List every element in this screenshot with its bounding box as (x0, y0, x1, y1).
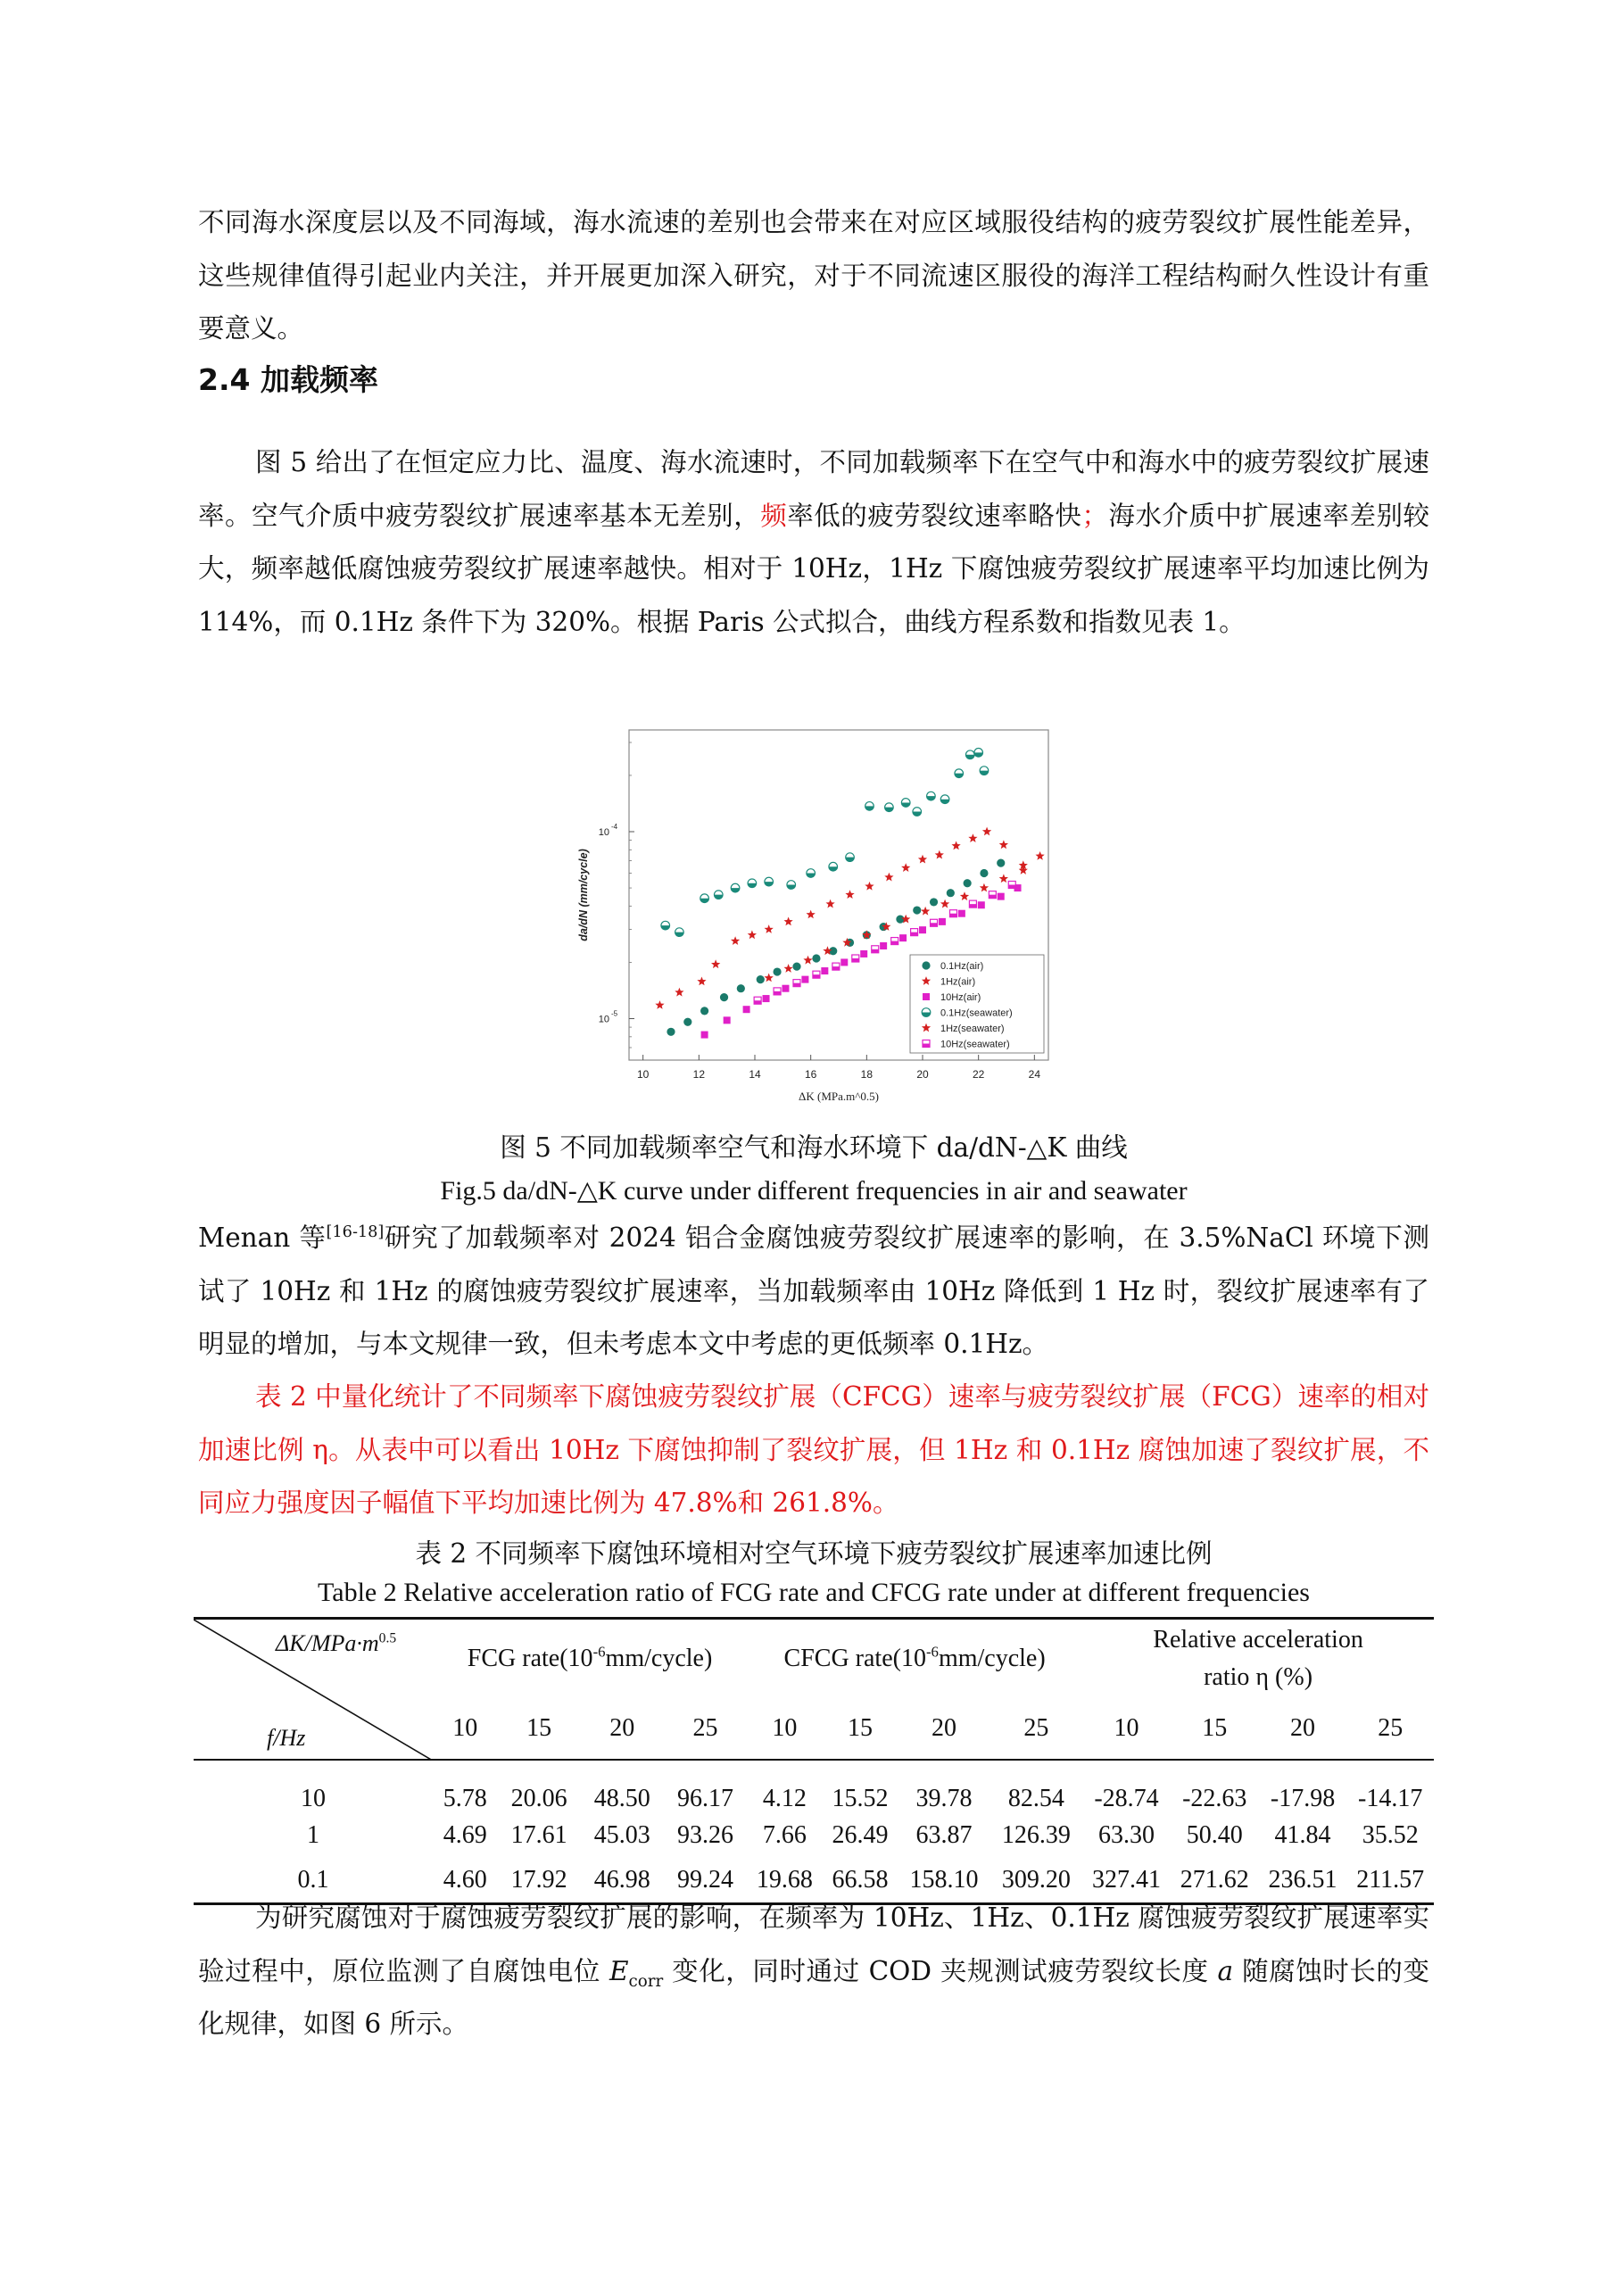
half-square-fill (923, 1044, 930, 1048)
legend-marker (922, 1008, 931, 1017)
half-square-fill (852, 958, 859, 962)
half-square-fill (832, 966, 840, 970)
value-cell: 211.57 (1346, 1858, 1434, 1904)
half-square-fill (774, 991, 781, 995)
data-point (913, 808, 922, 816)
x-tick-label: 22 (972, 1068, 985, 1081)
data-point (885, 803, 894, 812)
data-point (860, 950, 867, 957)
value-cell: 50.40 (1186, 1820, 1243, 1849)
data-point (911, 929, 918, 936)
data-point (829, 862, 838, 871)
figure-5 (562, 721, 1062, 1123)
half-square-fill (949, 914, 956, 917)
data-point (891, 938, 898, 945)
data-point (763, 995, 770, 1002)
data-point (880, 942, 887, 949)
value-cell: 41.84 (1274, 1820, 1331, 1849)
data-point (1008, 881, 1015, 888)
subheader-cell: 15 (823, 1699, 898, 1760)
value-cell: 99.24 (664, 1858, 747, 1904)
para2-text-b: 率低的疲劳裂纹速率略快 (787, 500, 1082, 531)
data-point (939, 918, 946, 925)
value-cell: 20.06 (510, 1784, 567, 1812)
value-cell: 327.41 (1082, 1858, 1171, 1904)
data-point (683, 1018, 691, 1026)
data-point (899, 934, 907, 941)
ecorr-symbol: E (609, 1955, 629, 1986)
value-cell: 46.98 (581, 1858, 664, 1904)
figure-caption-en: Fig.5 da/dN-△K curve under different frequencies in air and seawater (440, 1176, 1188, 1206)
para5-text-b: 变化，同时通过 COD 夹规测试疲劳裂纹长度 (663, 1955, 1218, 1986)
legend-marker (922, 961, 930, 969)
table-header-row-1 (194, 1619, 1434, 1699)
value-cell: -22.63 (1182, 1784, 1247, 1812)
data-point (720, 993, 728, 1001)
value-cell: -28.74 (1094, 1784, 1159, 1812)
value-cell: -14.17 (1358, 1784, 1423, 1812)
data-point (997, 858, 1005, 866)
y-axis-label: da/dN (mm/cycle) (577, 849, 590, 941)
y-tick-label: 10 (598, 826, 609, 838)
paragraph-table2-intro: 表 2 中量化统计了不同频率下腐蚀疲劳裂纹扩展（CFCG）速率与疲劳裂纹扩展（FCG）速率的相对加速比例 η。从表中可以看出 10Hz 下腐蚀抑制了裂纹扩展，但 1Hz 和 0.1Hz 腐蚀加速了裂纹扩展，不同应力强度因子幅值下平均加速比例为 47.8%和 261.8%。 (198, 1381, 1429, 1518)
para5-text-c: 随腐蚀时长的变化规律，如图 6 所示。 (198, 1955, 1429, 2039)
value-cell: 26.49 (832, 1820, 889, 1849)
data-point (913, 906, 921, 914)
half-square-fill (969, 904, 976, 908)
value-cell: 7.66 (762, 1820, 807, 1849)
value-cell: 39.78 (915, 1784, 973, 1812)
data-point (865, 802, 874, 811)
data-point (714, 891, 723, 899)
data-point (974, 749, 983, 758)
value-cell: 66.58 (823, 1858, 898, 1904)
data-point (958, 910, 965, 917)
data-point (792, 963, 800, 971)
data-point (965, 750, 974, 759)
header-fcg-rate: FCG $rate(10^{-6}mm/cycle)$ (433, 1619, 747, 1699)
value-cell: 5.78 (443, 1784, 487, 1812)
data-point (980, 767, 989, 775)
x-tick-label: 20 (916, 1068, 929, 1081)
value-cell: 309.20 (990, 1858, 1082, 1904)
data-point (667, 1028, 675, 1036)
data-point (980, 869, 988, 877)
data-point (793, 980, 800, 987)
section-heading: 2.4 加载频率 (198, 362, 378, 397)
data-point (927, 792, 936, 800)
data-point (919, 926, 926, 933)
table-corner-cell (194, 1619, 433, 1760)
table-2 (194, 1617, 1434, 1905)
table-row (194, 1813, 1434, 1858)
value-cell: 82.54 (1007, 1784, 1064, 1812)
data-point (852, 955, 859, 962)
legend-label: 10Hz(seawater) (940, 1039, 1010, 1050)
value-cell: 63.30 (1098, 1820, 1155, 1849)
value-cell: 45.03 (593, 1820, 650, 1849)
y-tick-exponent: -5 (611, 1009, 618, 1018)
data-point (813, 971, 820, 978)
subheader-cell: 20 (1259, 1699, 1347, 1760)
legend-label: 1Hz(air) (940, 976, 976, 988)
para5-text-a: 为研究腐蚀对于腐蚀疲劳裂纹扩展的影响，在频率为 10Hz、1Hz、0.1Hz 腐蚀疲劳裂纹扩展速率实验过程中，原位监测了自腐蚀电位 (198, 1902, 1429, 1986)
half-square-fill (872, 949, 879, 953)
paragraph-menan (198, 1212, 1429, 1372)
half-square-fill (989, 895, 996, 899)
legend-label: 0.1Hz(air) (940, 961, 984, 972)
data-point (812, 954, 820, 962)
subheader-cell: 25 (664, 1699, 747, 1760)
table-row (194, 1760, 1434, 1813)
value-cell: 126.39 (1001, 1820, 1071, 1849)
x-tick-label: 16 (804, 1068, 817, 1081)
data-point (748, 879, 757, 888)
data-point (872, 946, 879, 953)
subheader-cell: 20 (898, 1699, 990, 1760)
x-axis-label: ΔK (MPa.m^0.5) (799, 1090, 879, 1103)
y-tick-label: 10 (598, 1014, 609, 1025)
data-point (743, 1006, 750, 1013)
table-caption-en: Table 2 Relative acceleration ratio of FCG rate and CFCG rate under at different frequencies (318, 1578, 1310, 1607)
value-cell: 48.50 (593, 1784, 650, 1812)
subheader-cell: 25 (990, 1699, 1082, 1760)
figure-caption-cn: 图 5 不同加载频率空气和海水环境下 da/dN-△K 曲线 (500, 1132, 1128, 1163)
half-square-fill (793, 983, 800, 987)
citation-ref: [16-18] (326, 1223, 385, 1242)
subheader-cell: 20 (581, 1699, 664, 1760)
value-cell: 15.52 (832, 1784, 889, 1812)
subheader-cell: 15 (1171, 1699, 1259, 1760)
x-tick-label: 14 (749, 1068, 761, 1081)
frequency-cell: 1 (307, 1820, 319, 1849)
half-square-fill (911, 932, 918, 936)
data-point (901, 799, 910, 808)
value-cell: 63.87 (915, 1820, 973, 1849)
value-cell: 35.52 (1362, 1820, 1419, 1849)
data-point (782, 985, 789, 992)
table-caption-cn: 表 2 不同频率下腐蚀环境相对空气环境下疲劳裂纹扩展速率加速比例 (415, 1538, 1213, 1569)
data-point (964, 879, 972, 887)
half-square-fill (754, 1000, 761, 1004)
legend-label: 1Hz(seawater) (940, 1024, 1005, 1034)
x-tick-label: 18 (860, 1068, 874, 1081)
data-point (840, 958, 848, 966)
value-cell: 271.62 (1171, 1858, 1259, 1904)
data-point (661, 921, 670, 930)
fig5-chart (562, 721, 1062, 1123)
data-point (955, 769, 964, 778)
data-point (701, 1032, 708, 1039)
para3-text-b: 研究了加载频率对 2024 铝合金腐蚀疲劳裂纹扩展速率的影响，在 3.5%NaCl 环境下测试了 10Hz 和 1Hz 的腐蚀疲劳裂纹扩展速率，当加载频率由 10Hz 降低到 1 Hz 时，裂纹扩展速率有了明显的增加，与本文规律一致，但未考虑本文中考虑的更低频率 0.1Hz。 (198, 1223, 1429, 1359)
subheader-cell: 10 (1082, 1699, 1171, 1760)
para2-red-char: 频 (760, 500, 788, 531)
value-cell: 17.92 (497, 1858, 580, 1904)
subheader-cell: 10 (747, 1699, 823, 1760)
value-cell: 4.69 (443, 1820, 487, 1849)
para2-red-semicolon: ； (1081, 500, 1108, 531)
value-cell: -17.98 (1270, 1784, 1336, 1812)
data-point (832, 963, 840, 970)
para2-text-a: 图 5 给出了在恒定应力比、温度、海水流速时，不同加载频率下在空气中和海水中的疲劳裂纹扩展速率。空气介质中疲劳裂纹扩展速率基本无差别， (198, 447, 1429, 531)
data-point (773, 967, 781, 975)
data-point (846, 853, 855, 862)
ecorr-subscript: corr (628, 1971, 664, 1991)
half-square-fill (1008, 884, 1015, 888)
header-relative-ratio: Relative acceleration ratio η (%) (1082, 1619, 1434, 1699)
frequency-cell: 10 (301, 1784, 326, 1812)
data-point (930, 898, 938, 906)
data-point (724, 1016, 731, 1024)
header-cfcg-rate: CFCG $rate(10^{-6}mm/cycle)$ (747, 1619, 1082, 1699)
data-point (949, 910, 956, 917)
corner-bottom-label: f/Hz (267, 1725, 306, 1751)
data-point (947, 889, 955, 897)
x-tick-label: 24 (1028, 1068, 1041, 1081)
legend-marker (923, 1040, 930, 1048)
data-point (821, 967, 828, 974)
half-square-fill (891, 941, 898, 945)
data-point (700, 894, 709, 903)
paragraph-frequency (198, 436, 1429, 649)
data-point (737, 984, 745, 992)
data-point (787, 881, 796, 890)
value-cell: 19.68 (747, 1858, 823, 1904)
data-point (940, 795, 949, 804)
data-point (757, 975, 765, 983)
crack-length-symbol: a (1217, 1955, 1234, 1986)
value-cell: 17.61 (510, 1820, 567, 1849)
legend-marker (923, 993, 930, 1000)
data-point (801, 976, 808, 983)
x-tick-label: 10 (636, 1068, 650, 1081)
data-point (765, 877, 774, 886)
y-tick-exponent: -4 (611, 822, 618, 831)
frequency-cell: 0.1 (194, 1858, 433, 1904)
subheader-cell: 10 (433, 1699, 497, 1760)
data-point (978, 901, 985, 908)
subheader-cell: 25 (1346, 1699, 1434, 1760)
value-cell: 93.26 (676, 1820, 733, 1849)
value-cell: 4.60 (433, 1858, 497, 1904)
x-tick-label: 12 (692, 1068, 706, 1081)
data-point (774, 988, 781, 995)
data-point (700, 1007, 708, 1015)
para3-text-a: Menan 等 (198, 1223, 327, 1253)
value-cell: 158.10 (898, 1858, 990, 1904)
value-cell: 236.51 (1259, 1858, 1347, 1904)
data-point (969, 900, 976, 908)
half-square-fill (813, 974, 820, 978)
subheader-cell: 15 (497, 1699, 580, 1760)
data-point (754, 997, 761, 1004)
data-point (807, 869, 816, 878)
value-cell: 96.17 (676, 1784, 733, 1812)
data-point (731, 883, 740, 892)
data-point (998, 893, 1005, 900)
value-cell: 4.12 (762, 1784, 807, 1812)
legend-label: 10Hz(air) (940, 992, 981, 1003)
paragraph-corrosion (198, 1892, 1429, 2051)
corner-top-label: $\Delta K/MPa\cdot m^{0.5}$ (276, 1630, 397, 1656)
paragraph-top: 不同海水深度层以及不同海域，海水流速的差别也会带来在对应区域服役结构的疲劳裂纹扩展性能差异，这些规律值得引起业内关注，并开展更加深入研究，对于不同流速区服役的海洋工程结构耐久性设计有重要意义。 (198, 207, 1429, 344)
half-square-fill (931, 923, 938, 926)
para2-text-c: 海水介质中扩展速率差别较大，频率越低腐蚀疲劳裂纹扩展速率越快。相对于 10Hz，1Hz 下腐蚀疲劳裂纹扩展速率平均加速比例为 114%，而 0.1Hz 条件下为 320%。根据 Paris 公式拟合，曲线方程系数和指数见表 1。 (198, 500, 1429, 637)
data-point (931, 919, 938, 926)
data-point (989, 891, 996, 899)
data-point (675, 928, 684, 937)
legend-label: 0.1Hz(seawater) (940, 1007, 1013, 1019)
